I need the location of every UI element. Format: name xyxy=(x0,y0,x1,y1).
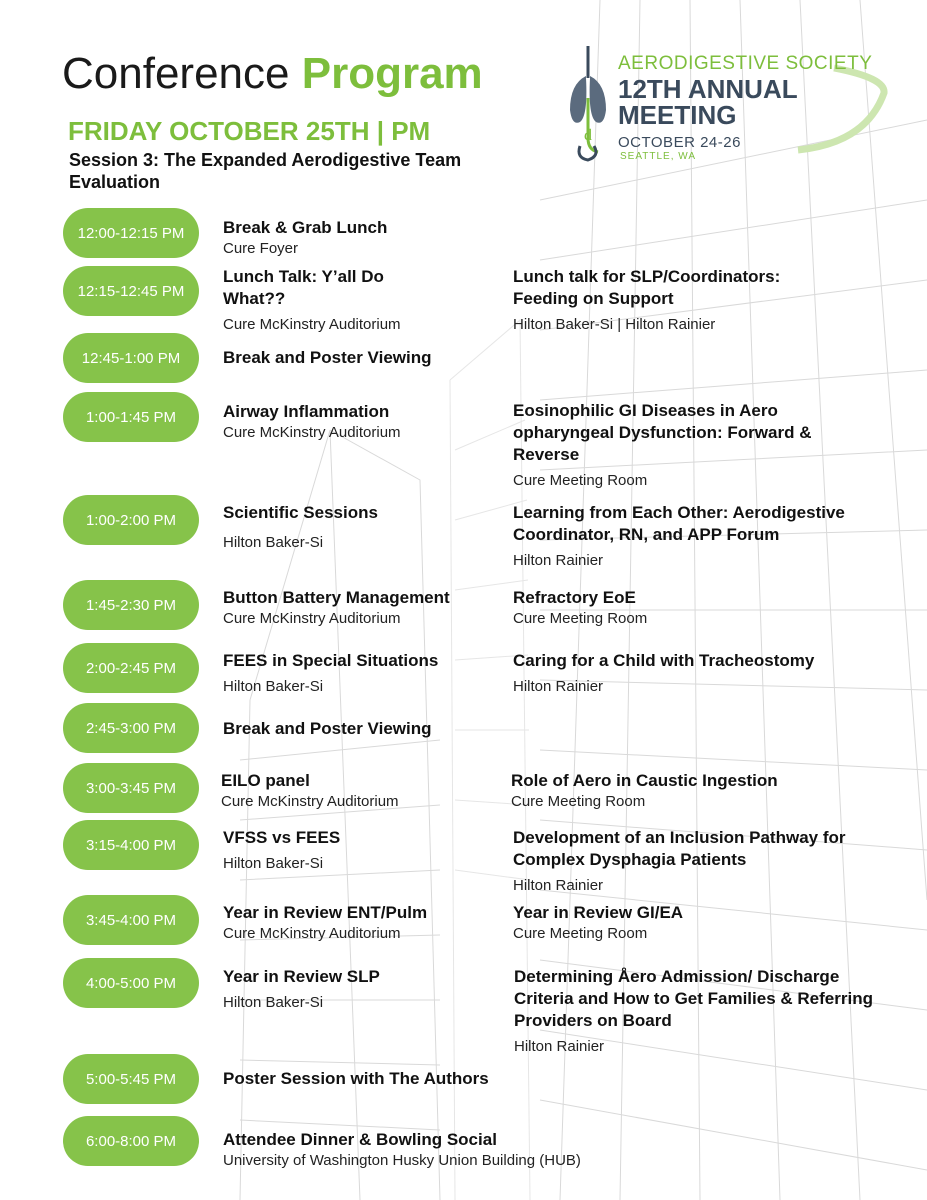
session-title: Role of Aero in Caustic Ingestion xyxy=(511,771,778,790)
session-title: Poster Session with The Authors xyxy=(223,1069,489,1088)
session-location: Cure McKinstry Auditorium xyxy=(223,610,401,627)
logo-dates: OCTOBER 24-26 xyxy=(618,134,741,151)
session-title: Caring for a Child with Tracheostomy xyxy=(513,651,815,670)
session-location: Hilton Rainier xyxy=(513,678,604,695)
logo-annual-line1: 12TH ANNUAL xyxy=(618,74,798,104)
session-title: Year in Review GI/EA xyxy=(513,903,684,922)
time-pill: 2:00-2:45 PM xyxy=(63,643,199,693)
time-pill: 12:00-12:15 PM xyxy=(63,208,199,258)
session-title: Refractory EoE xyxy=(513,588,636,607)
time-pill: 3:15-4:00 PM xyxy=(63,820,199,870)
session-location: Hilton Baker-Si xyxy=(223,855,324,872)
session-title: Airway Inflammation xyxy=(223,402,390,421)
session-location: University of Washington Husky Union Building (HUB) xyxy=(223,1152,581,1169)
time-pill: 1:00-1:45 PM xyxy=(63,392,199,442)
session-location: Hilton Baker-Si xyxy=(223,994,324,1011)
time-pill: 1:00-2:00 PM xyxy=(63,495,199,545)
title-accent: Program xyxy=(301,49,483,98)
time-pill: 3:45-4:00 PM xyxy=(63,895,199,945)
session-location: Cure Meeting Room xyxy=(511,793,646,810)
session-title: Lunch Talk: Y’all Do What?? xyxy=(223,267,384,308)
session-heading: Session 3: The Expanded Aerodigestive Team Evaluation xyxy=(69,150,462,192)
session-location: Cure Meeting Room xyxy=(513,925,648,942)
time-pill: 12:15-12:45 PM xyxy=(63,266,199,316)
session-location: Cure Meeting Room xyxy=(513,610,648,627)
logo-society-name: AERODIGESTIVE SOCIETY xyxy=(618,53,873,74)
session-location: Hilton Rainier xyxy=(514,1038,605,1055)
society-logo xyxy=(566,38,896,168)
session-location: Hilton Rainier xyxy=(513,552,604,569)
logo-annual xyxy=(618,76,798,128)
time-pill: 1:45-2:30 PM xyxy=(63,580,199,630)
time-pill: 2:45-3:00 PM xyxy=(63,703,199,753)
svg-text:d: d xyxy=(584,127,592,144)
session-location: Hilton Rainier xyxy=(513,877,604,894)
time-pill: 6:00-8:00 PM xyxy=(63,1116,199,1166)
time-pill: 3:00-3:45 PM xyxy=(63,763,199,813)
session-title: Attendee Dinner & Bowling Social xyxy=(223,1130,497,1149)
day-heading: FRIDAY OCTOBER 25TH | PM xyxy=(68,116,431,146)
session-location: Cure McKinstry Auditorium xyxy=(223,925,401,942)
time-pill: 12:45-1:00 PM xyxy=(63,333,199,383)
session-title: Break & Grab Lunch xyxy=(223,218,388,237)
time-pill: 4:00-5:00 PM xyxy=(63,958,199,1008)
session-title: Button Battery Management xyxy=(223,588,450,607)
session-location: Cure Foyer xyxy=(223,240,299,257)
session-title: Year in Review SLP xyxy=(223,967,380,986)
title-plain: Conference xyxy=(62,49,290,98)
session-title: Break and Poster Viewing xyxy=(223,348,432,367)
session-title: VFSS vs FEES xyxy=(223,828,341,847)
session-title: Scientific Sessions xyxy=(223,503,378,522)
session-location: Cure McKinstry Auditorium xyxy=(221,793,399,810)
time-pill: 5:00-5:45 PM xyxy=(63,1054,199,1104)
logo-city: SEATTLE, WA xyxy=(620,151,697,162)
session-location: Cure McKinstry Auditorium xyxy=(223,316,401,333)
session-title: Learning from Each Other: Aerodigestive Coordinator, RN, and APP Forum xyxy=(513,503,845,544)
session-title: FEES in Special Situations xyxy=(223,651,439,670)
logo-annual-line2: MEETING xyxy=(618,100,737,130)
session-location: Hilton Baker-Si xyxy=(223,534,324,551)
session-title: Development of an Inclusion Pathway for Complex Dysphagia Patients xyxy=(513,828,846,869)
session-location: Cure Meeting Room xyxy=(513,472,648,489)
session-title: EILO panel xyxy=(221,771,310,790)
session-title: Determining Åero Admission/ Discharge Criteria and How to Get Families & Referring Providers on Board xyxy=(514,967,873,1030)
page-title xyxy=(62,48,483,100)
session-location: Cure McKinstry Auditorium xyxy=(223,424,401,441)
session-location: Hilton Baker-Si | Hilton Rainier xyxy=(513,316,716,333)
session-title: Year in Review ENT/Pulm xyxy=(223,903,428,922)
session-title: Lunch talk for SLP/Coordinators: Feeding on Support xyxy=(513,267,781,308)
session-title: Break and Poster Viewing xyxy=(223,719,432,738)
session-title: Eosinophilic GI Diseases in Aero opharyngeal Dysfunction: Forward & Reverse xyxy=(513,401,812,464)
session-location: Hilton Baker-Si xyxy=(223,678,324,695)
